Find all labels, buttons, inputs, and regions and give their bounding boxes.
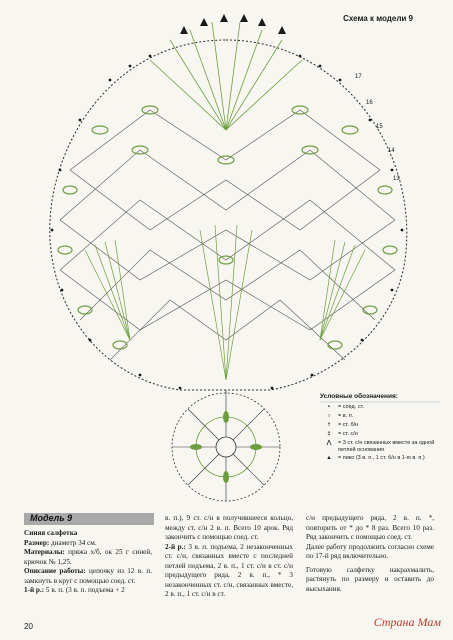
row2-continued: с/н предыдущего ряда, 2 в. п. *, повторить от * до * 8 раз. Всего 10 раз. Ряд закончить с помощью соед. ст.	[306, 514, 434, 541]
instructions-column-2	[165, 514, 293, 600]
legend-title: Условные обозначения:	[320, 393, 398, 400]
legend-item: ‡ = ст. с/н	[320, 431, 440, 438]
row-label-13: 13	[393, 176, 400, 182]
row1-continued: в. п.), 9 ст. с/н в получившееся кольцо, между ст. с/н 2 в. п. Всего 10 арок. Ряд закончить с помощью соед. ст.	[165, 514, 293, 541]
cluster-icon: ⋀	[326, 439, 332, 446]
legend-item: ▲ = пико (3 в. п., 1 ст. б/н в 1-ю в. п.)	[320, 455, 440, 462]
page-number: 20	[24, 622, 33, 631]
row2-paragraph: 2-й р.: 3 в. п. подъема, 2 незаконченных ст. с/н, связанных вместе с последней петлей подъема, 2 в. п., 1 ст. с/н в ст. с/н предыдущего ряда, 2 в. п., * 3 незаконченных ст. с/н, связанных вместе, 2 в. п., 1 ст. с/н в ст.	[165, 542, 293, 598]
picot-icon: ▲	[326, 455, 332, 462]
row-label-17: 17	[355, 74, 362, 80]
double-crochet-icon: ‡	[327, 430, 331, 437]
legend-item: † = ст. б/н	[320, 422, 440, 429]
slip-stitch-icon: •	[328, 404, 330, 411]
row1-paragraph: 1-й р.: 5 в. п. (3 в. п. подъема + 2	[24, 586, 125, 594]
row-label-15: 15	[376, 124, 383, 130]
continue-paragraph: Далее работу продолжить согласно схеме по 17-й ряд включительно.	[306, 542, 434, 560]
scheme-title: Схема к модели 9	[343, 14, 413, 23]
watermark-logo: Страна Мам	[373, 615, 441, 629]
description-paragraph: Описание работы: цепочку из 12 в. п. замкнуть в круг с помощью соед. ст.	[24, 567, 152, 585]
row-label-16: 16	[366, 100, 373, 106]
materials-paragraph: Материалы: пряжа х/б, ок 25 г синей, крючок № 1,25.	[24, 548, 152, 566]
legend-item: ○ = в. п.	[320, 413, 440, 420]
chain-stitch-icon: ○	[327, 413, 331, 419]
single-crochet-icon: †	[327, 421, 331, 428]
finishing-paragraph: Готовую салфетку накрахмалить, растянуть по размеру и оставить до высыхания.	[306, 565, 434, 593]
size-paragraph: Размер: диаметр 34 см.	[24, 538, 97, 547]
project-title: Синяя салфетка	[24, 529, 78, 537]
instructions-column-1	[24, 529, 152, 596]
legend-item: ⋀ = 3 ст. с/н связанных вместе за одной петлей основания	[320, 440, 440, 454]
model-header: Модель 9	[24, 513, 154, 525]
row-label-14: 14	[388, 148, 395, 154]
legend	[320, 393, 440, 464]
instructions-column-3	[306, 514, 434, 594]
legend-item: • = соед. ст.	[320, 404, 440, 411]
